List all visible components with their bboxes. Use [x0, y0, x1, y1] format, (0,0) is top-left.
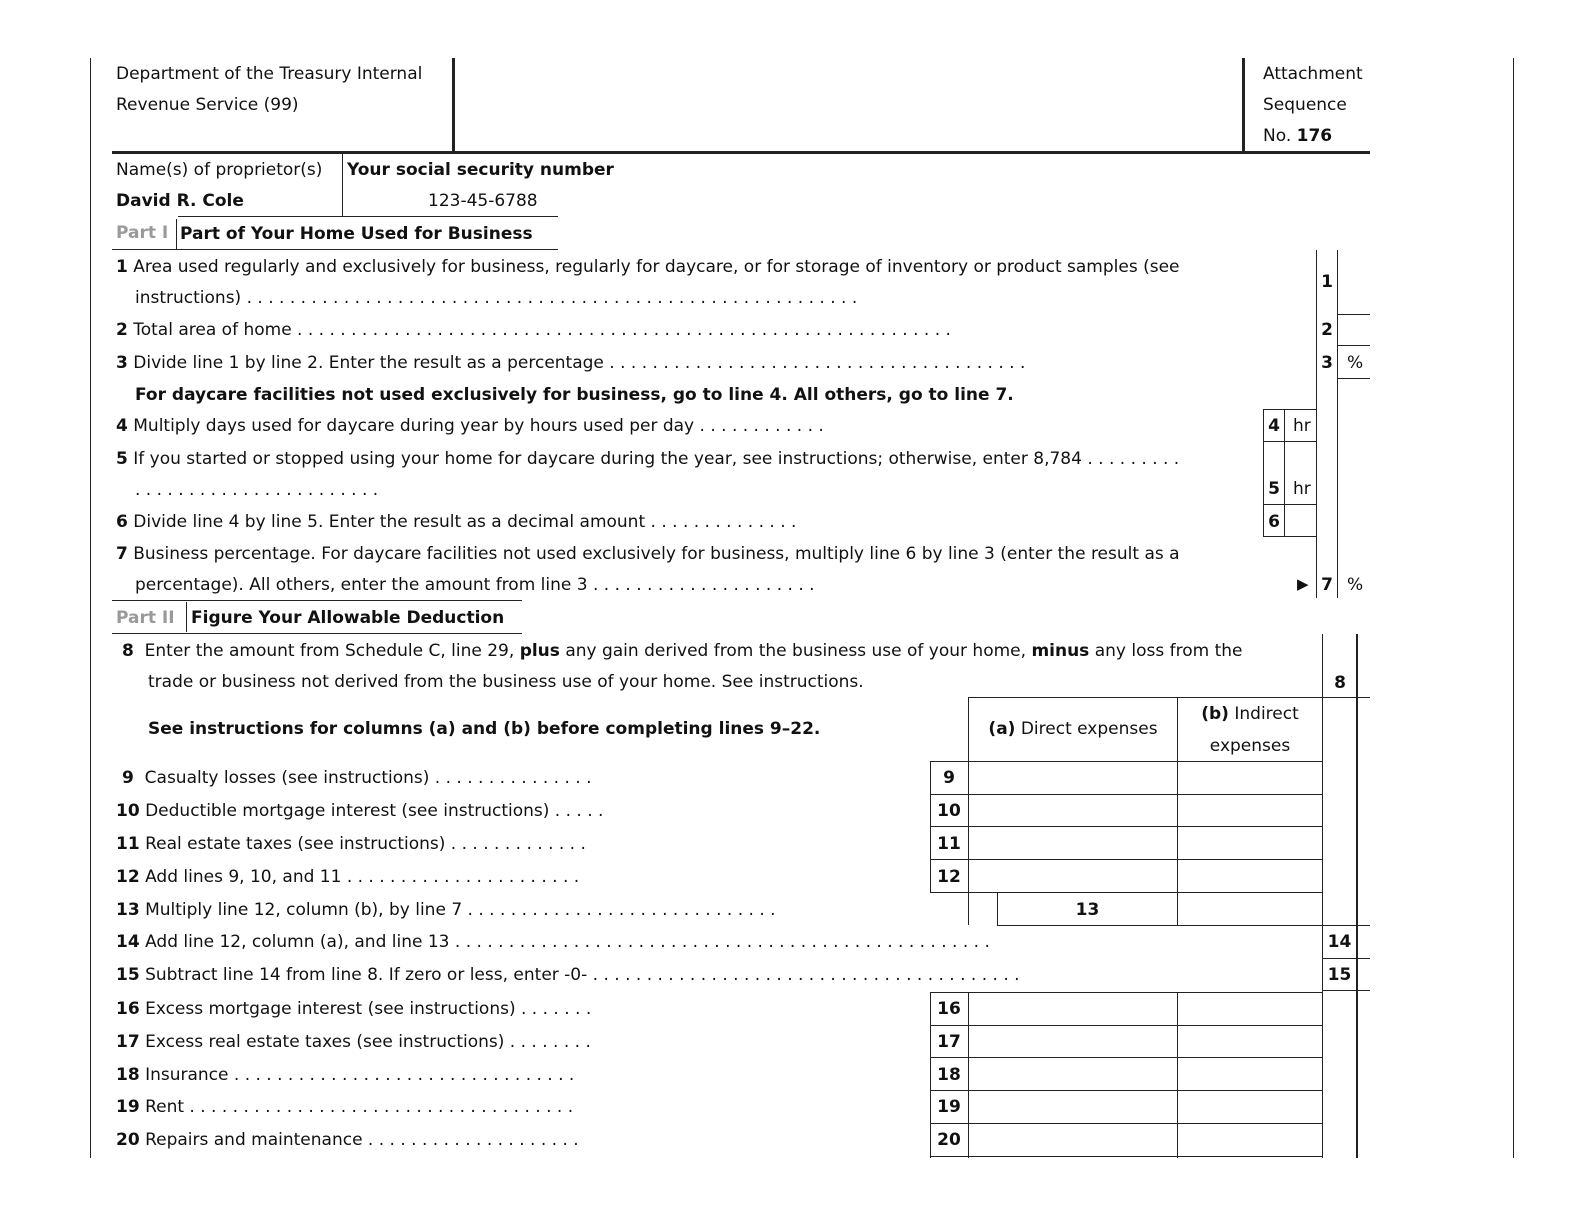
proprietor-name-label: Name(s) of proprietor(s)	[116, 160, 323, 180]
line-2-number: 2	[116, 320, 128, 340]
line-9-box-label: 9	[943, 768, 955, 788]
row-17-top	[930, 1025, 1322, 1026]
proprietor-name-value[interactable]: David R. Cole	[116, 191, 244, 211]
line-15-number: 15	[116, 965, 140, 985]
part1-title: Part of Your Home Used for Business	[180, 224, 533, 244]
page-right-border	[1513, 58, 1514, 1158]
input-line-1[interactable]	[1338, 252, 1370, 313]
part2-tag-divider	[186, 602, 187, 632]
line-16-number: 16	[116, 999, 140, 1019]
line-20-number: 20	[116, 1130, 140, 1150]
line-10-number: 10	[116, 801, 140, 821]
line-7-percent: %	[1347, 575, 1364, 595]
sequence-number	[1263, 126, 1332, 146]
line-1-text-b: instructions) . . . . . . . . . . . . . . . . . . . . . . . . . . . . . . . . . . . . . . . . . . . . . . . . . . . . . . . . .	[135, 288, 858, 308]
box3-bottom	[1337, 378, 1370, 379]
row-16-top	[930, 992, 1322, 993]
line-5-hr: hr	[1293, 479, 1311, 499]
input-line-11-b[interactable]	[1179, 828, 1321, 858]
line-6-box-label: 6	[1268, 512, 1280, 532]
line-13-box-label: 13	[1075, 900, 1100, 920]
line-19-box-label: 19	[937, 1097, 961, 1117]
line-15-text	[116, 965, 1020, 985]
part2-title-underline	[112, 633, 522, 634]
line-3-description: Divide line 1 by line 2. Enter the result as a percentage . . . . . . . . . . . . . . . . . . . . . . . . . . . . . . . . . . . . . . .	[133, 353, 1026, 373]
line-16-box-label: 16	[937, 999, 961, 1019]
line-17-text	[116, 1032, 591, 1052]
part1-box-left	[1316, 250, 1317, 598]
line-5-box-label: 5	[1268, 479, 1280, 499]
row-20-top	[930, 1123, 1322, 1124]
line-1-description: Area used regularly and exclusively for business, regularly for daycare, or for storage of inventory or product samples (see	[133, 257, 1180, 277]
col-header-top	[968, 697, 1322, 698]
line-17-description: Excess real estate taxes (see instructions) . . . . . . . .	[145, 1032, 591, 1052]
inner-box-5-bottom	[1263, 504, 1317, 505]
line-1-number: 1	[116, 257, 128, 277]
input-line-10-a[interactable]	[970, 796, 1176, 825]
line-20-box-label: 20	[937, 1130, 961, 1150]
line-19-number: 19	[116, 1097, 140, 1117]
col-b-header-1	[1178, 704, 1322, 724]
sequence-no-value: 176	[1296, 126, 1333, 146]
line-9-description: Casualty losses (see instructions) . . . . . . . . . . . . . . .	[144, 768, 592, 788]
part1-tag-divider	[176, 219, 177, 249]
line-7-description: Business percentage. For daycare facilities not used exclusively for business, multiply line 6 by line 3 (enter the result as a	[133, 544, 1180, 564]
col-b-label-1: Indirect	[1234, 704, 1299, 724]
row-12-top	[930, 859, 1322, 860]
line-6-number: 6	[116, 512, 128, 532]
line-18-description: Insurance . . . . . . . . . . . . . . . . . . . . . . . . . . . . . . . .	[145, 1065, 575, 1085]
line-4-description: Multiply days used for daycare during year by hours used per day . . . . . . . . . . . .	[133, 416, 824, 436]
line-7-text-b: percentage). All others, enter the amount from line 3 . . . . . . . . . . . . . . . . . . . . .	[135, 575, 815, 595]
box2-bottom	[1337, 345, 1370, 346]
line-17-box-label: 17	[937, 1032, 961, 1052]
line-8-text-a	[122, 641, 1242, 661]
input-line-9-a[interactable]	[970, 763, 1176, 793]
line-5-description: If you started or stopped using your home for daycare during the year, see instructions; otherwise, enter 8,784 . . . . . . . . .	[133, 449, 1180, 469]
line-5-text-a	[116, 449, 1179, 469]
line-12-number: 12	[116, 867, 140, 887]
line-5-text-b: . . . . . . . . . . . . . . . . . . . . . . .	[135, 480, 379, 500]
line-1-box-label: 1	[1321, 272, 1333, 292]
dept-line-1: Department of the Treasury Internal	[116, 64, 423, 84]
input-line-10-b[interactable]	[1179, 796, 1321, 825]
ssn-value[interactable]: 123-45-6788	[428, 191, 538, 211]
row-20-bottom	[930, 1156, 1322, 1157]
line-9-text	[122, 768, 592, 788]
line-3-text	[116, 353, 1025, 373]
line-9-number: 9	[122, 768, 134, 788]
inner-box-left	[1263, 409, 1264, 537]
box15-bottom	[1322, 990, 1370, 991]
line-8-minus: minus	[1031, 641, 1090, 661]
input-line-6[interactable]	[1285, 506, 1316, 535]
line-10-description: Deductible mortgage interest (see instructions) . . . . .	[145, 801, 604, 821]
col-a-label: Direct expenses	[1020, 719, 1158, 739]
row-10-top	[930, 794, 1322, 795]
line-4-hr: hr	[1293, 416, 1311, 436]
line-19-description: Rent . . . . . . . . . . . . . . . . . . . . . . . . . . . . . . . . . . . .	[145, 1097, 574, 1117]
line-20-description: Repairs and maintenance . . . . . . . . . . . . . . . . . . . .	[145, 1130, 579, 1150]
input-line-2[interactable]	[1338, 316, 1370, 344]
inner-box-4-bottom	[1263, 441, 1317, 442]
line-3-number: 3	[116, 353, 128, 373]
line-10-text	[116, 801, 603, 821]
box14-top	[1322, 925, 1370, 926]
line-11-number: 11	[116, 834, 140, 854]
line-20-text	[116, 1130, 579, 1150]
line-2-text	[116, 320, 951, 340]
header-bottom-rule	[112, 151, 1370, 154]
dept-line-2: Revenue Service (99)	[116, 95, 299, 115]
line-14-box-label: 14	[1327, 932, 1352, 952]
line-14-description: Add line 12, column (a), and line 13 . . . . . . . . . . . . . . . . . . . . . . . . . . . . . . . . . . . . . . . . . . . . . . . . . .	[145, 932, 990, 952]
sequence-label: Sequence	[1263, 95, 1347, 115]
page-left-border	[90, 58, 91, 1158]
col-ab-divider-lower	[1177, 992, 1178, 1158]
proprietor-bottom-rule	[178, 216, 558, 217]
line-8-desc-post: any loss from the	[1094, 641, 1243, 661]
line-18-box-label: 18	[937, 1065, 961, 1085]
line-8-desc-pre: Enter the amount from Schedule C, line 29,	[144, 641, 515, 661]
part1-title-underline	[112, 249, 558, 250]
part2-tag: Part II	[116, 608, 175, 628]
col-b-header-2: expenses	[1209, 736, 1291, 756]
line-7-arrow: ▶	[1297, 575, 1309, 593]
line-15-description: Subtract line 14 from line 8. If zero or less, enter -0- . . . . . . . . . . . . . . . . . . . . . . . . . . . . . . . . . . . . . . . .	[145, 965, 1020, 985]
box1-bottom	[1337, 314, 1370, 315]
input-line-5[interactable]	[1285, 443, 1316, 503]
line-13-description: Multiply line 12, column (b), by line 7 . . . . . . . . . . . . . . . . . . . . . . . . . . . . .	[145, 900, 776, 920]
line-7-box-label: 7	[1321, 575, 1333, 595]
line-1-text-a	[116, 257, 1180, 277]
input-line-12-b[interactable]	[1179, 861, 1321, 891]
col-a-header	[969, 719, 1177, 739]
box14-bottom	[1322, 958, 1370, 959]
line-19-text	[116, 1097, 573, 1117]
line-11-text	[116, 834, 586, 854]
line-11-box-label: 11	[937, 834, 961, 854]
part2-box-left	[1322, 634, 1323, 1158]
line-6-description: Divide line 4 by line 5. Enter the result as a decimal amount . . . . . . . . . . . . . .	[133, 512, 797, 532]
line-4-number: 4	[116, 416, 128, 436]
part1-tag: Part I	[116, 223, 169, 243]
input-line-4[interactable]	[1285, 411, 1316, 440]
input-line-13-b[interactable]	[1179, 894, 1321, 924]
ssn-label: Your social security number	[347, 160, 614, 180]
sequence-no-label: No.	[1263, 126, 1292, 146]
line-2-box-label: 2	[1321, 320, 1333, 340]
line-8-box-label: 8	[1334, 673, 1346, 693]
header-divider-right	[1242, 58, 1245, 152]
col-a-tag: (a)	[988, 719, 1016, 739]
col-b-tag: (b)	[1201, 704, 1229, 724]
row-11-top	[930, 826, 1322, 827]
line-14-text	[116, 932, 990, 952]
line-17-number: 17	[116, 1032, 140, 1052]
line-13-text	[116, 900, 776, 920]
row-9-top	[930, 761, 1322, 762]
line-18-text	[116, 1065, 574, 1085]
part2-title: Figure Your Allowable Deduction	[191, 608, 505, 628]
col-a-left-lower	[968, 992, 969, 1158]
header-divider-left	[452, 58, 455, 152]
inner-box-top	[1263, 409, 1317, 410]
part2-box-right	[1356, 634, 1358, 1158]
line-8-plus: plus	[519, 641, 560, 661]
row-19-top	[930, 1090, 1322, 1091]
line-8-desc-mid: any gain derived from the business use of your home,	[565, 641, 1027, 661]
input-line-9-b[interactable]	[1179, 763, 1321, 793]
line-12-text	[116, 867, 579, 887]
row-18-top	[930, 1057, 1322, 1058]
attachment-label: Attachment	[1263, 64, 1363, 84]
line-11-description: Real estate taxes (see instructions) . . . . . . . . . . . . .	[145, 834, 586, 854]
line-3-box-label: 3	[1321, 353, 1333, 373]
see-instructions-note: See instructions for columns (a) and (b) before completing lines 9–22.	[148, 719, 821, 739]
line-5-number: 5	[116, 449, 128, 469]
line-4-box-label: 4	[1268, 416, 1280, 436]
part2-top-rule	[112, 600, 522, 601]
col-ab-divider-upper	[1177, 697, 1178, 925]
line-3-percent: %	[1347, 353, 1364, 373]
line-10-box-label: 10	[937, 801, 961, 821]
row-13-top	[930, 892, 1322, 893]
line-2-description: Total area of home . . . . . . . . . . . . . . . . . . . . . . . . . . . . . . . . . . . . . . . . . . . . . . . . . . . . . . . . . . . . .	[133, 320, 951, 340]
line-13-number: 13	[116, 900, 140, 920]
line-18-number: 18	[116, 1065, 140, 1085]
line-7-number: 7	[116, 544, 128, 564]
line-6-text	[116, 512, 796, 532]
line-16-description: Excess mortgage interest (see instructions) . . . . . . .	[145, 999, 592, 1019]
line-12-description: Add lines 9, 10, and 11 . . . . . . . . . . . . . . . . . . . . . .	[145, 867, 580, 887]
input-line-11-a[interactable]	[970, 828, 1176, 858]
line-16-text	[116, 999, 591, 1019]
line-4-text	[116, 416, 824, 436]
line-12-box-label: 12	[937, 867, 961, 887]
line-8-number: 8	[122, 641, 134, 661]
line-15-box-label: 15	[1327, 965, 1352, 985]
row-13-bottom	[997, 925, 1322, 926]
input-line-12-a[interactable]	[970, 861, 1176, 891]
proprietor-divider	[342, 154, 343, 216]
inner-box-6-bottom	[1263, 536, 1317, 537]
line-7-text-a	[116, 544, 1180, 564]
box8-bottom	[1322, 697, 1370, 698]
line-14-number: 14	[116, 932, 140, 952]
line-8-text-b: trade or business not derived from the business use of your home. See instructions.	[148, 672, 864, 692]
daycare-note: For daycare facilities not used exclusively for business, go to line 4. All others, go to line 7.	[135, 385, 1014, 405]
